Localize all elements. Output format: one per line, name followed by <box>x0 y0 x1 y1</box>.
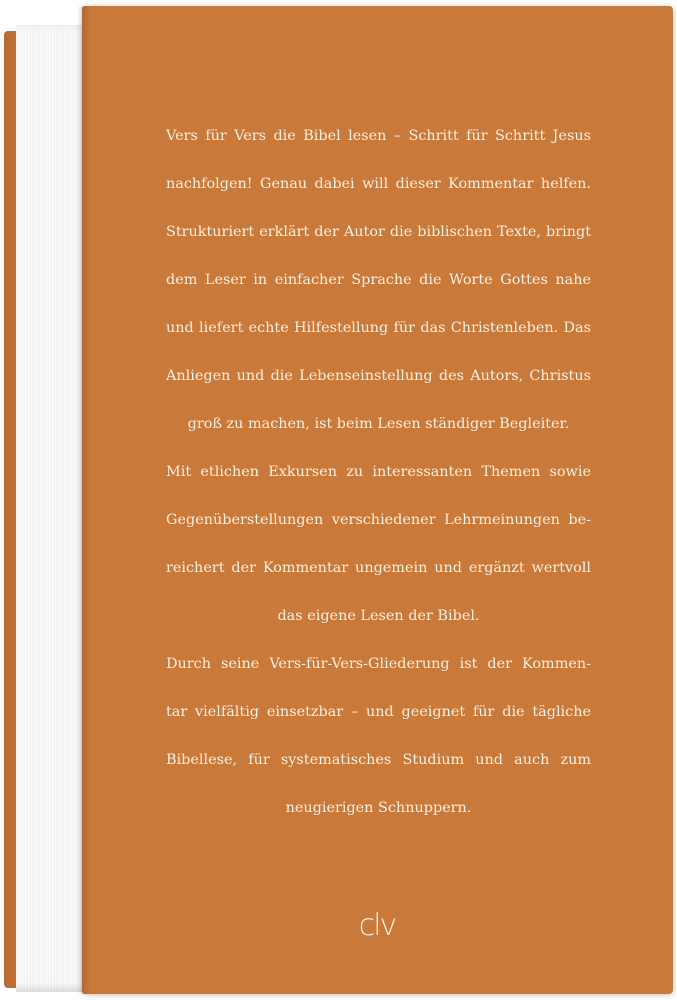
blurb-line: Durch seine Vers-für-Vers-Gliederung ist der Kommen- <box>166 656 591 672</box>
blurb-line: neugierigen Schnuppern. <box>285 800 472 816</box>
blurb-line: Mit etlichen Exkursen zu interessanten Themen sowie <box>166 464 591 480</box>
blurb-line: Gegenüberstellungen verschiedener Lehrmeinungen be- <box>166 512 591 528</box>
blurb-line: tar vielfältig einsetzbar – und geeignet für die tägliche <box>166 704 591 720</box>
blurb-line: Strukturiert erklärt der Autor die biblischen Texte, bringt <box>166 224 591 240</box>
blurb-line: Bibellese, für systematisches Studium und auch zum <box>166 752 591 768</box>
publisher-logo: clv <box>358 908 396 943</box>
blurb-line: reichert der Kommentar ungemein und ergänzt wertvoll <box>166 560 591 576</box>
blurb-line: Anliegen und die Lebenseinstellung des Autors, Christus <box>166 368 591 384</box>
blurb-line: Vers für Vers die Bibel lesen – Schritt für Schritt Jesus <box>166 128 591 144</box>
blurb-line: und liefert echte Hilfestellung für das Christenleben. Das <box>166 320 591 336</box>
blurb-line: das eigene Lesen der Bibel. <box>277 608 480 624</box>
blurb-line: groß zu machen, ist beim Lesen ständiger Begleiter. <box>187 416 570 432</box>
page-block <box>16 25 88 992</box>
blurb-line: dem Leser in einfacher Sprache die Worte Gottes nahe <box>166 272 591 288</box>
book-back-cover <box>82 6 673 994</box>
blurb-line: nachfolgen! Genau dabei will dieser Kommentar helfen. <box>166 176 591 192</box>
blurb-text <box>166 112 591 832</box>
